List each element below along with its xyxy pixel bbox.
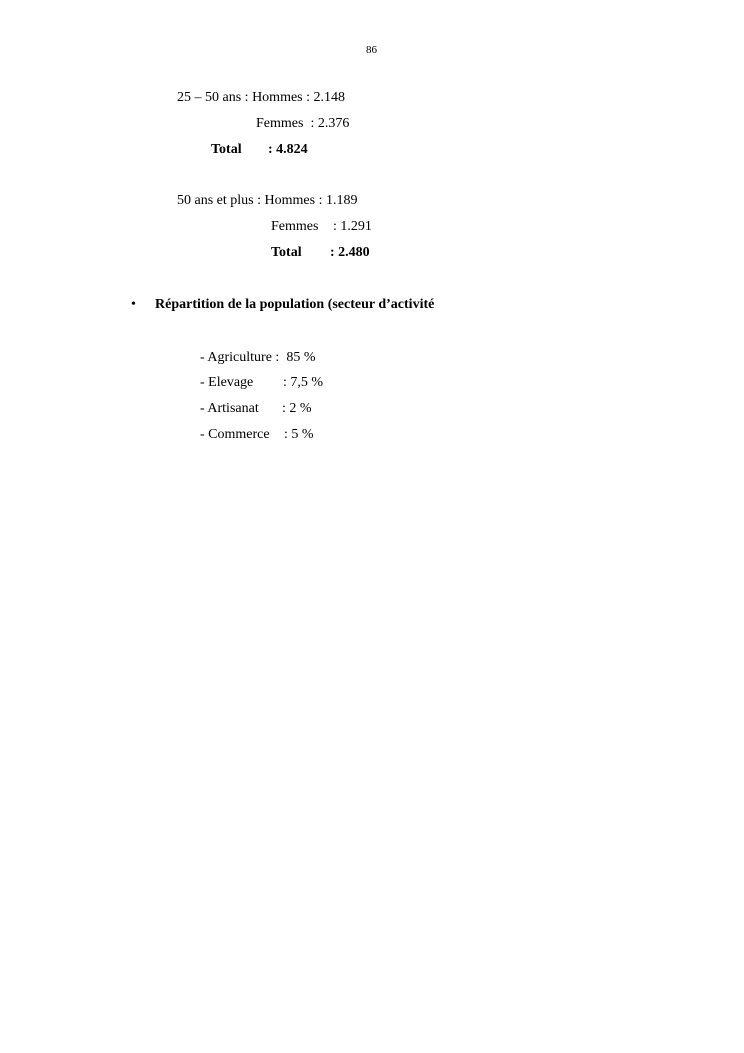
- sector-name: Agriculture: [207, 350, 272, 365]
- sector-value: 5 %: [291, 427, 314, 442]
- total-value: 4.824: [276, 142, 308, 157]
- hommes-label: Hommes: [252, 90, 303, 105]
- age-group-femmes-label: Femmes: [271, 219, 319, 234]
- sector-name: Artisanat: [207, 401, 259, 416]
- hommes-value: 2.148: [313, 90, 346, 105]
- sector-name: Elevage: [208, 375, 254, 390]
- femmes-label: Femmes: [256, 116, 304, 131]
- age-group-femmes-row: Femmes : 2.376: [256, 116, 350, 131]
- age-group-total-value-row: : 4.824: [268, 142, 308, 157]
- list-item-elevage: - Elevage: [200, 375, 254, 390]
- age-group-label: 25 – 50 ans: [177, 90, 242, 105]
- section-heading: Répartition de la population (secteur d’activité: [155, 297, 435, 312]
- sector-value: 7,5 %: [290, 375, 324, 390]
- sector-value: 85 %: [286, 350, 316, 365]
- list-item-commerce: - Commerce: [200, 427, 270, 442]
- list-item-artisanat: - Artisanat: [200, 401, 259, 416]
- age-group-label: 50 ans et plus: [177, 193, 254, 208]
- age-group-total-label: Total: [211, 142, 242, 157]
- femmes-value: 1.291: [340, 219, 372, 234]
- page-number: 86: [366, 44, 377, 56]
- total-value: 2.480: [338, 245, 370, 260]
- hommes-value: 1.189: [325, 193, 358, 208]
- sector-value-elevage: : 7,5 %: [283, 375, 324, 390]
- femmes-value: 2.376: [317, 116, 350, 131]
- hommes-label: Hommes: [264, 193, 316, 208]
- age-group-total-label: Total: [271, 245, 302, 260]
- age-group-femmes-value-row: : 1.291: [333, 219, 372, 234]
- sector-value-artisanat: : 2 %: [282, 401, 312, 416]
- age-group-hommes-row: 50 ans et plus : Hommes : 1.189: [177, 193, 358, 208]
- sector-value-commerce: : 5 %: [284, 427, 314, 442]
- sector-name: Commerce: [208, 427, 270, 442]
- age-group-total-value-row: : 2.480: [330, 245, 370, 260]
- age-group-hommes-row: 25 – 50 ans : Hommes : 2.148: [177, 90, 346, 105]
- bullet-icon: •: [131, 297, 136, 312]
- sector-value: 2 %: [289, 401, 312, 416]
- list-item-agriculture: - Agriculture : 85 %: [200, 350, 316, 365]
